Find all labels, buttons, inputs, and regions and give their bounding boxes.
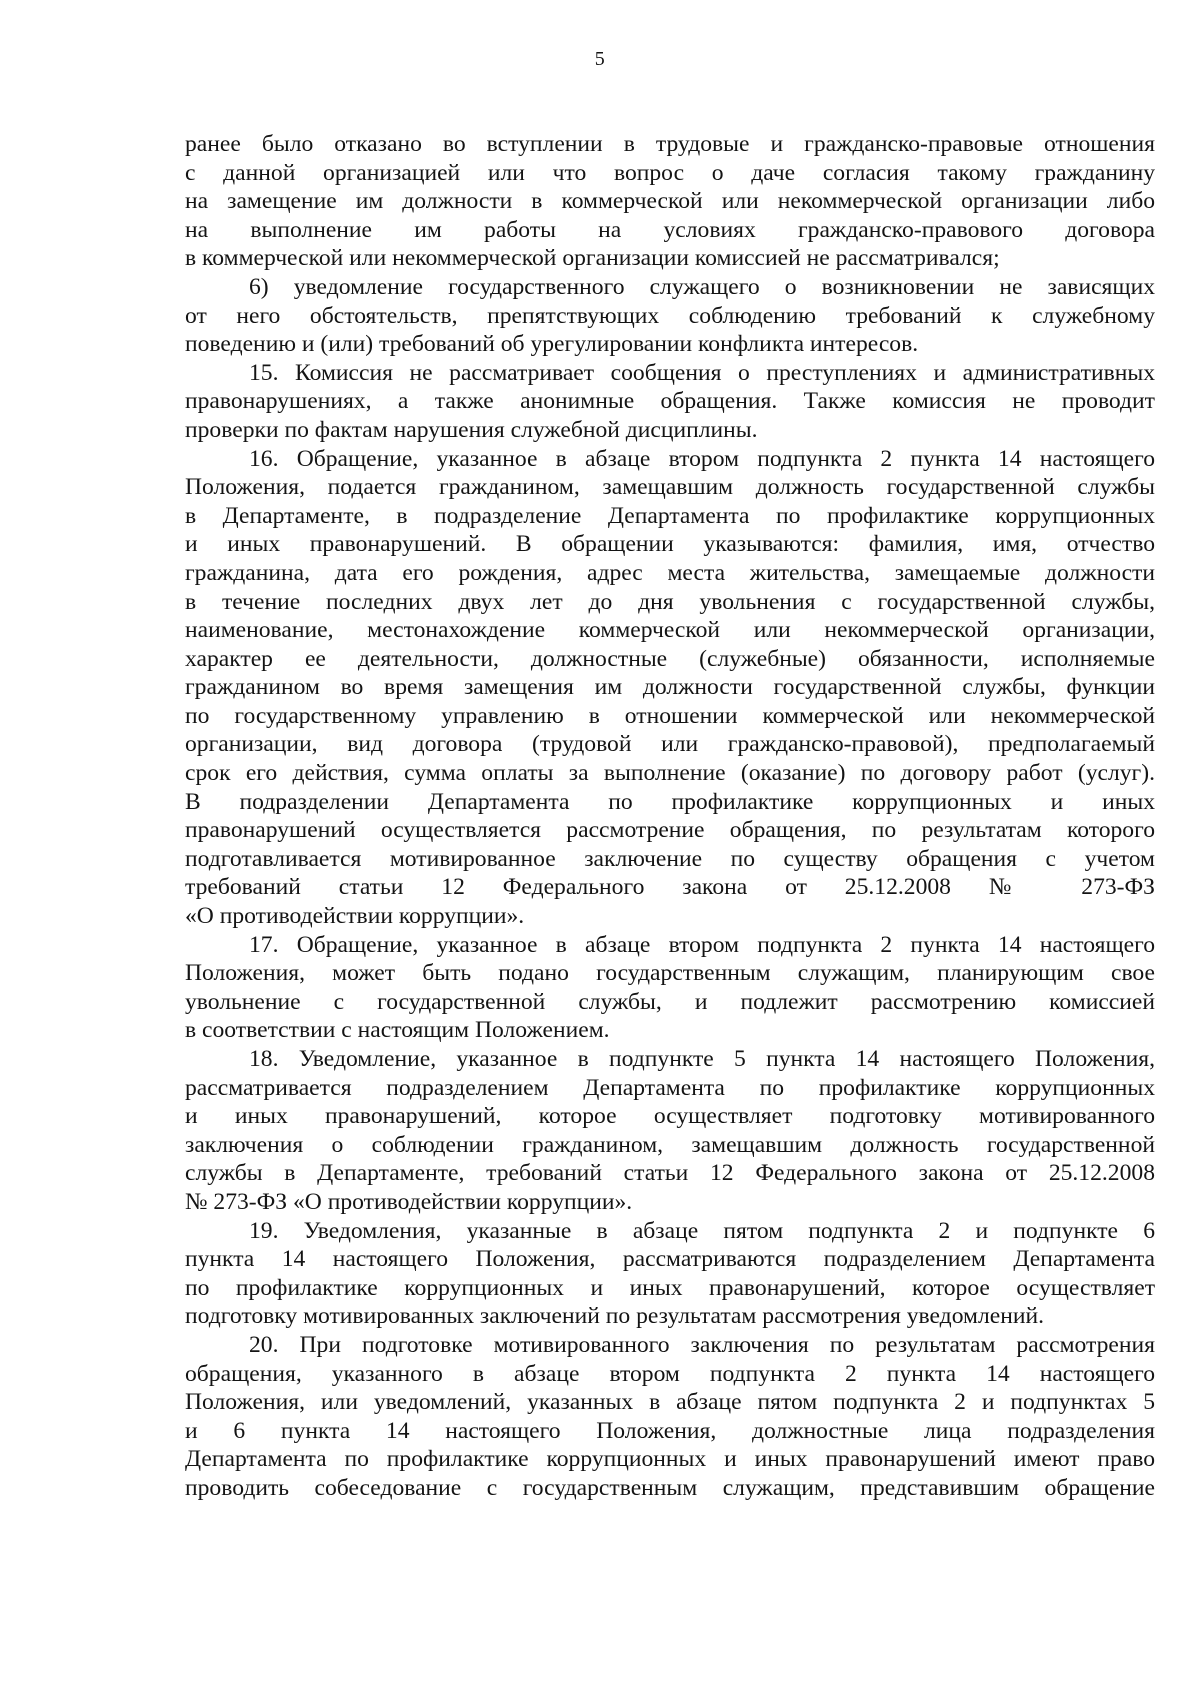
paragraph-7-line: 19. Уведомления, указанные в абзаце пятом подпункта 2 и подпункте 6 — [249, 1217, 1155, 1244]
paragraph-1-line: с данной организацией или что вопрос о даче согласия такому гражданину — [185, 159, 1155, 186]
paragraph-6-line: и иных правонарушений, которое осуществляет подготовку мотивированного — [185, 1103, 1155, 1130]
paragraph-4-line: 16. Обращение, указанное в абзаце втором подпункта 2 пункта 14 настоящего — [249, 445, 1155, 472]
paragraph-4-line: срок его действия, сумма оплаты за выполнение (оказание) по договору работ (услуг). — [185, 760, 1155, 787]
page-number: 5 — [594, 48, 606, 70]
paragraph-4-line: гражданином во время замещения им должности государственной службы, функции — [185, 674, 1155, 701]
paragraph-4-line: требований статьи 12 Федерального закона от 25.12.2008 № 273-ФЗ — [185, 874, 1155, 901]
paragraph-1-line: ранее было отказано во вступлении в трудовые и гражданско-правовые отношения — [185, 131, 1155, 157]
paragraph-2-line: поведению и (или) требований об урегулировании конфликта интересов. — [185, 331, 919, 358]
paragraph-8-line: обращения, указанного в абзаце втором подпункта 2 пункта 14 настоящего — [185, 1360, 1155, 1387]
paragraph-4-line: организации, вид договора (трудовой или гражданско-правовой), предполагаемый — [185, 731, 1155, 758]
paragraph-4-line: характер ее деятельности, должностные (служебные) обязанности, исполняемые — [185, 645, 1155, 672]
paragraph-7-line: по профилактике коррупционных и иных правонарушений, которое осуществляет — [185, 1274, 1155, 1301]
paragraph-1-line: на выполнение им работы на условиях гражданско-правового договора — [185, 216, 1155, 243]
paragraph-3-line: 15. Комиссия не рассматривает сообщения о преступлениях и административных — [249, 359, 1155, 386]
paragraph-6-line: службы в Департаменте, требований статьи 12 Федерального закона от 25.12.2008 — [185, 1160, 1155, 1187]
paragraph-4-line: подготавливается мотивированное заключение по существу обращения с учетом — [185, 845, 1155, 872]
paragraph-1-line: на замещение им должности в коммерческой или некоммерческой организации либо — [185, 188, 1155, 215]
paragraph-5-line: Положения, может быть подано государственным служащим, планирующим свое — [185, 960, 1155, 987]
paragraph-3-line: проверки по фактам нарушения служебной дисциплины. — [185, 416, 758, 443]
paragraph-2-line: 6) уведомление государственного служащего о возникновении не зависящих — [249, 273, 1155, 300]
paragraph-4-line: гражданина, дата его рождения, адрес места жительства, замещаемые должности — [185, 559, 1155, 586]
paragraph-4-line: «О противодействии коррупции». — [185, 903, 525, 930]
paragraph-5-line: увольнение с государственной службы, и подлежит рассмотрению комиссией — [185, 988, 1155, 1015]
paragraph-8-line: и 6 пункта 14 настоящего Положения, должностные лица подразделения — [185, 1417, 1155, 1444]
paragraph-6-line: рассматривается подразделением Департамента по профилактике коррупционных — [185, 1074, 1155, 1101]
paragraph-8-line: Положения, или уведомлений, указанных в абзаце пятом подпункта 2 и подпунктах 5 — [185, 1389, 1155, 1416]
paragraph-7-line: подготовку мотивированных заключений по результатам рассмотрения уведомлений. — [185, 1303, 1044, 1330]
paragraph-4-line: в течение последних двух лет до дня увольнения с государственной службы, — [185, 588, 1155, 615]
paragraph-4-line: по государственному управлению в отношении коммерческой или некоммерческой — [185, 702, 1155, 729]
paragraph-2-line: от него обстоятельств, препятствующих соблюдению требований к служебному — [185, 302, 1155, 329]
paragraph-1-line: в коммерческой или некоммерческой организации комиссией не рассматривался; — [185, 245, 1000, 272]
paragraph-5-line: в соответствии с настоящим Положением. — [185, 1017, 610, 1044]
paragraph-5-line: 17. Обращение, указанное в абзаце втором подпункта 2 пункта 14 настоящего — [249, 931, 1155, 958]
paragraph-4-line: в Департаменте, в подразделение Департамента по профилактике коррупционных — [185, 502, 1155, 529]
paragraph-7-line: пункта 14 настоящего Положения, рассматриваются подразделением Департамента — [185, 1246, 1155, 1273]
paragraph-4-line: правонарушений осуществляется рассмотрение обращения, по результатам которого — [185, 817, 1155, 844]
paragraph-4-line: и иных правонарушений. В обращении указываются: фамилия, имя, отчество — [185, 531, 1155, 558]
paragraph-4-line: Положения, подается гражданином, замещавшим должность государственной службы — [185, 474, 1155, 501]
paragraph-6-line: 18. Уведомление, указанное в подпункте 5 пункта 14 настоящего Положения, — [249, 1046, 1155, 1072]
paragraph-8-line: проводить собеседование с государственным служащим, представившим обращение — [185, 1474, 1155, 1501]
paragraph-4-line: В подразделении Департамента по профилактике коррупционных и иных — [185, 788, 1155, 815]
paragraph-6-line: заключения о соблюдении гражданином, замещавшим должность государственной — [185, 1131, 1155, 1158]
document-body — [185, 130, 1155, 1503]
paragraph-8-line: 20. При подготовке мотивированного заключения по результатам рассмотрения — [249, 1331, 1155, 1358]
paragraph-3-line: правонарушениях, а также анонимные обращения. Также комиссия не проводит — [185, 388, 1155, 415]
paragraph-8-line: Департамента по профилактике коррупционных и иных правонарушений имеют право — [185, 1446, 1155, 1473]
paragraph-6-line: № 273-ФЗ «О противодействии коррупции». — [185, 1188, 633, 1215]
paragraph-4-line: наименование, местонахождение коммерческой или некоммерческой организации, — [185, 617, 1155, 644]
